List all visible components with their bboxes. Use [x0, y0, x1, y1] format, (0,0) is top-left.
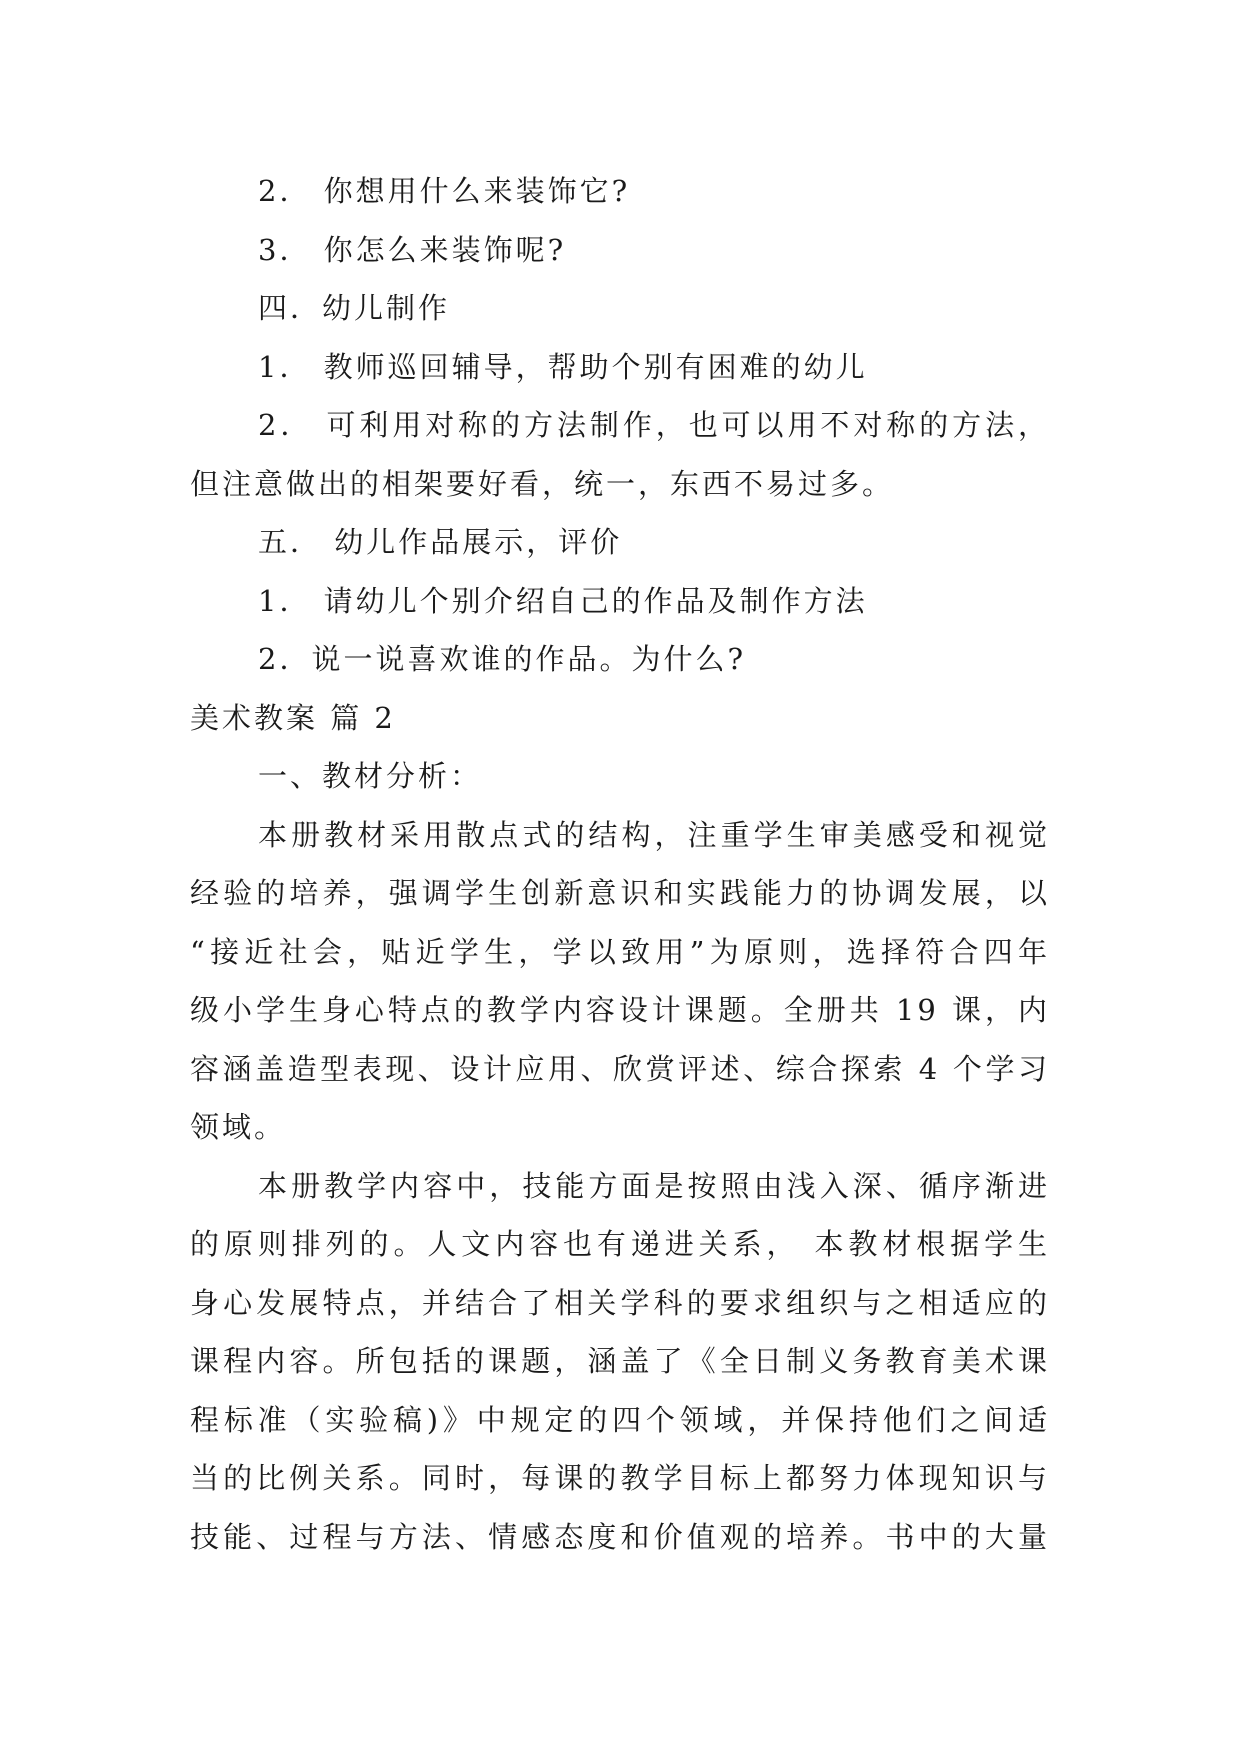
section-heading: 四．幼儿制作 — [258, 291, 451, 325]
text-line: 2． 可利用对称的方法制作，也可以用不对称的方法， — [258, 408, 1050, 442]
text-line: 1． 请幼儿个别介绍自己的作品及制作方法 — [258, 583, 868, 618]
paragraph-line: 的原则排列的。人文内容也有递进关系， 本教材根据学生 — [190, 1227, 1050, 1261]
article-title: 美术教案 篇 2 — [190, 700, 396, 735]
document-body — [190, 162, 1050, 1566]
paragraph-line: 本册教学内容中，技能方面是按照由浅入深、循序渐进 — [258, 1168, 1050, 1203]
text-line: 3． 你怎么来装饰呢? — [258, 232, 567, 267]
text-line: 2．说一说喜欢谁的作品。为什么? — [258, 642, 746, 676]
text-line: 1． 教师巡回辅导，帮助个别有困难的幼儿 — [258, 349, 868, 384]
section-heading: 五． 幼儿作品展示，评价 — [258, 525, 623, 559]
text-line: 2． 你想用什么来装饰它? — [258, 174, 631, 208]
section-heading: 一、教材分析： — [258, 759, 483, 793]
paragraph-line: “接近社会，贴近学生，学以致用”为原则，选择符合四年 — [190, 934, 1050, 969]
paragraph-line: 程标准（实验稿)》中规定的四个领域，并保持他们之间适 — [190, 1402, 1050, 1437]
paragraph-line: 身心发展特点，并结合了相关学科的要求组织与之相适应的 — [190, 1285, 1050, 1320]
paragraph-line: 领域。 — [190, 1110, 287, 1144]
paragraph-line: 本册教材采用散点式的结构，注重学生审美感受和视觉 — [258, 817, 1050, 852]
paragraph-line: 经验的培养，强调学生创新意识和实践能力的协调发展，以 — [190, 876, 1050, 910]
paragraph-line: 课程内容。所包括的课题，涵盖了《全日制义务教育美术课 — [190, 1344, 1050, 1378]
paragraph-line: 技能、过程与方法、情感态度和价值观的培养。书中的大量 — [190, 1519, 1050, 1554]
paragraph-line: 当的比例关系。同时，每课的教学目标上都努力体现知识与 — [190, 1461, 1050, 1495]
paragraph-line: 级小学生身心特点的教学内容设计课题。全册共 19 课，内 — [190, 993, 1050, 1027]
paragraph-line: 容涵盖造型表现、设计应用、欣赏评述、综合探索 4 个学习 — [190, 1051, 1050, 1086]
text-line: 但注意做出的相架要好看，统一，东西不易过多。 — [190, 466, 895, 501]
